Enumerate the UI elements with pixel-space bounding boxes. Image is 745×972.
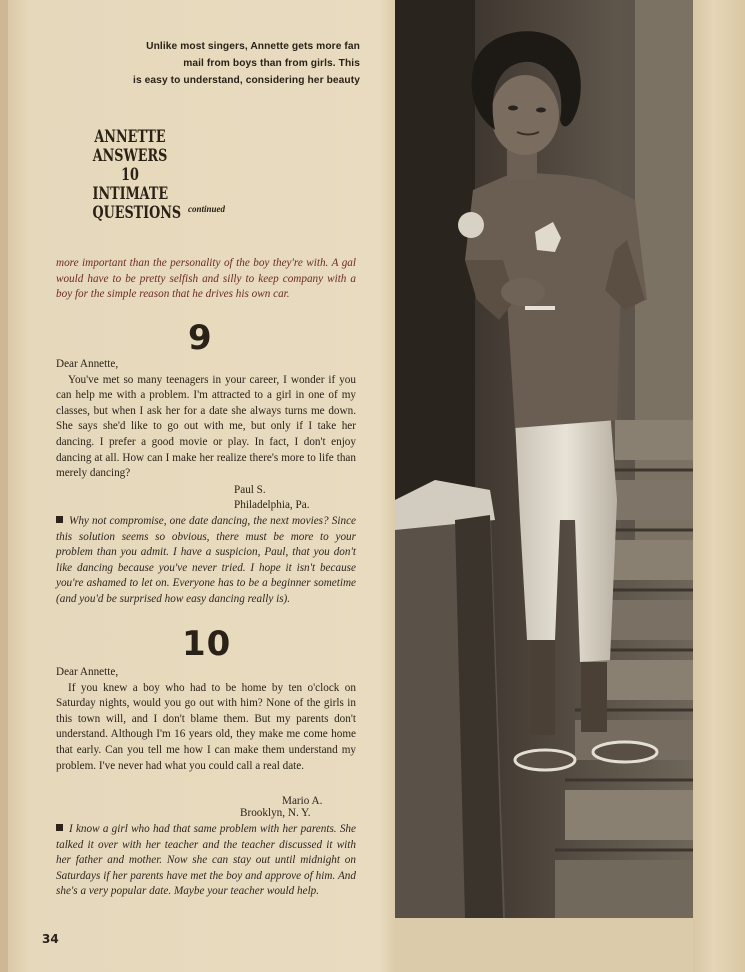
q10-salutation: Dear Annette,: [56, 666, 119, 678]
annette-photo: [395, 0, 693, 918]
q9-signature-place: Philadelphia, Pa.: [234, 499, 310, 511]
headline-line-1: ANNETTE: [94, 127, 166, 147]
q9-letter-body: You've met so many teenagers in your career, I wonder if you can help me with a problem. I'm attracted to a girl in one of my classes, but when I ask her for a date she always turns me down. She says she'd like to go out with me, but only if I take her dancing. I prefer a good movie or play. In fact, I don't enjoy dancing at all. How can I make her realize there's more to life than merely dancing?: [56, 373, 356, 480]
intro-paragraph: more important than the personality of the boy they're with. A gal would have to be pretty selfish and silly to keep company with a boy for the simple reason that he drives his own car.: [56, 257, 356, 301]
q10-answer-text: I know a girl who had that same problem with her parents. She talked it over with her teacher and the teacher discussed it with her father and mother. Now she can stay out until midnight on Saturdays if her parents have met the boy and approve of him. And she's a very popular date. Maybe your teacher would help.: [56, 823, 356, 898]
q10-letter-body: If you knew a boy who had to be home by ten o'clock on Saturday nights, would you go out with him? None of the girls in this town will, and I don't blame them. But my parents don't understand. Although I'm 16 years old, they make me come home that early. Can you tell me how I can make them understand my problem. I've never had what you could call a real date.: [56, 681, 356, 772]
caption-line-1: Unlike most singers, Annette gets more fan: [146, 41, 360, 52]
headline-line-4: QUESTIONS: [92, 203, 182, 223]
answer-bullet-icon: [56, 824, 63, 831]
photo-caption: [112, 38, 360, 89]
q10-letter: [56, 665, 356, 774]
headline-line-3: 10 INTIMATE: [92, 165, 169, 204]
q9-answer-text: Why not compromise, one date dancing, the next movies? Since this solution seems so obvious, there must be more to your problem than you admit. I have a suspicion, Paul, that you don't like dancing because you've never tried. I hope it isn't because you're ashamed to let on. Everyone has to be a beginner sometime (and you'd be surprised how easy dancing really is).: [56, 515, 356, 605]
q9-letter: [56, 357, 356, 482]
photo-illustration: [395, 0, 693, 918]
caption-line-3: is easy to understand, considering her beauty: [133, 75, 360, 86]
page-number: 34: [42, 932, 59, 946]
caption-line-2: mail from boys than from girls. This: [183, 58, 360, 69]
question-number-10: 10: [182, 624, 232, 664]
headline-line-2: ANSWERS: [92, 146, 168, 166]
continued-label: continued: [188, 204, 226, 214]
q9-answer: [56, 514, 356, 608]
q9-signature-name: Paul S.: [234, 484, 266, 496]
answer-bullet-icon: [56, 516, 63, 523]
q10-signature-place: Brooklyn, N. Y.: [240, 807, 311, 819]
q10-answer: [56, 822, 356, 900]
page-edge-right: [693, 0, 745, 972]
question-number-9: 9: [188, 318, 213, 358]
page-edge-left: [0, 0, 8, 972]
q10-signature-name: Mario A.: [282, 795, 323, 807]
article-headline: [92, 127, 182, 223]
q9-salutation: Dear Annette,: [56, 358, 119, 370]
